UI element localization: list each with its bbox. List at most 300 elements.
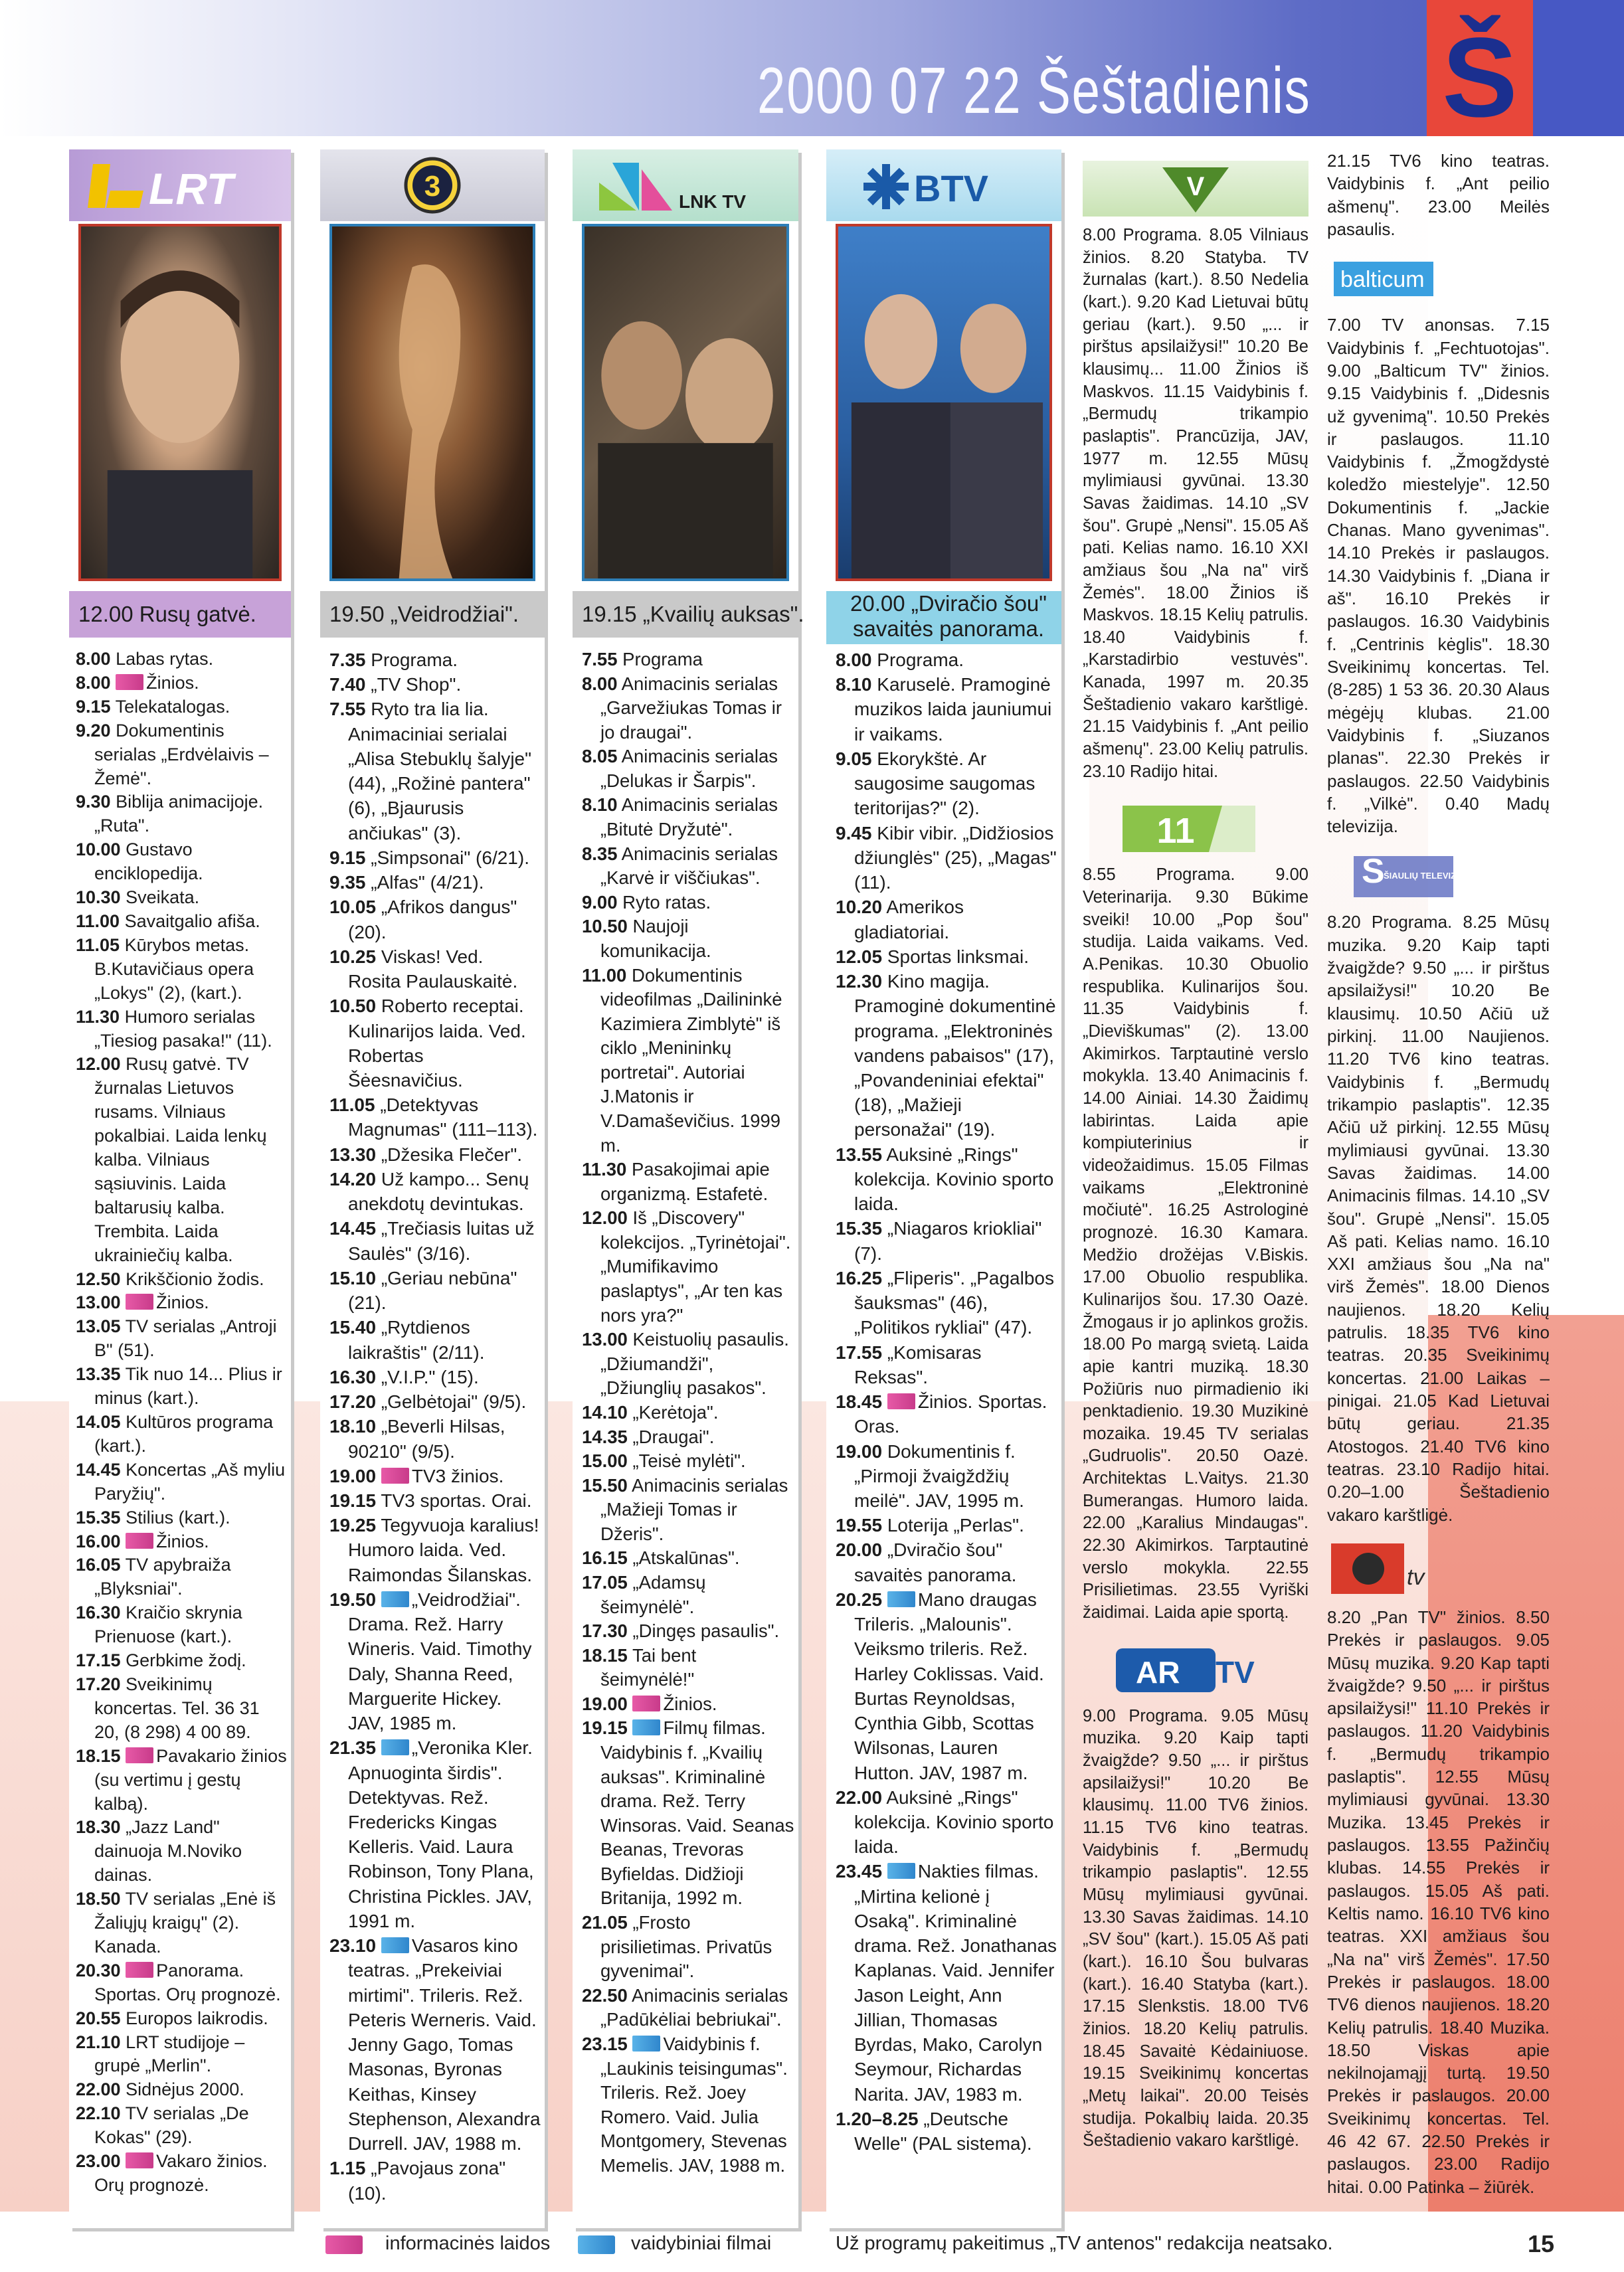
program-time: 19.00 <box>582 1693 628 1714</box>
program-entry <box>836 1142 1057 1217</box>
program-time: 23.15 <box>582 2033 628 2054</box>
program-title: Koncertas „Aš myliu Paryžių". <box>94 1459 286 1504</box>
program-entry <box>329 1266 541 1315</box>
program-entry <box>582 891 794 915</box>
program-title: „Gelbėtojai" (9/5). <box>381 1391 527 1413</box>
program-time: 18.30 <box>76 1817 121 1838</box>
program-entry <box>329 1587 541 1735</box>
news-tag-icon <box>632 1696 660 1711</box>
program-title: „Simpsonai" (6/21). <box>371 847 529 868</box>
program-title: „Jazz Land" dainuoja M.Noviko dainas. <box>94 1817 242 1885</box>
program-time: 20.25 <box>836 1589 883 1610</box>
program-time: 23.10 <box>329 1935 377 1957</box>
program-entry <box>329 1414 541 1463</box>
program-title: Vaidybinis f. „Laukinis teisingumas". Trileris. Rež. Joey Romero. Vaid. Julia Montgomery, Stevenas Memelis. JAV, 1988 m. <box>600 2033 788 2176</box>
program-title: TV3 sportas. Orai. <box>381 1490 532 1511</box>
program-entry <box>76 2031 288 2079</box>
program-title: TV serialas „Antroji B" (51). <box>94 1316 277 1361</box>
channel-logo-tv3 <box>320 149 545 221</box>
channel-logo-lnk <box>573 149 798 221</box>
program-time: 12.50 <box>76 1268 121 1289</box>
program-title: Europos laikrodis. <box>126 2008 268 2028</box>
program-time: 19.25 <box>329 1515 377 1536</box>
program-time: 22.00 <box>76 2079 121 2100</box>
channel-column-lnk <box>573 149 804 2228</box>
program-time: 14.45 <box>76 1459 121 1480</box>
program-entry <box>76 1887 288 1959</box>
channel-photo <box>329 224 535 581</box>
program-time: 14.45 <box>329 1218 377 1239</box>
tv3-logo-icon <box>320 149 545 221</box>
program-entry <box>329 1488 541 1513</box>
program-entry <box>582 744 794 793</box>
program-title: Nakties filmas. „Mirtina kelionė į Osaką". Kriminalinė drama. Rež. Jonathanas Kaplanas. Vaid. Jennifer Jason Leight, Ann Jillian, Thomasas Byrdas, Mako, Carolyn Seymour, Richardas Narita. JAV, 1983 m. <box>854 1861 1057 2105</box>
balticum-logo-icon <box>1327 252 1550 306</box>
program-title: Naujoji komunikacija. <box>600 916 711 961</box>
program-time: 1.15 <box>329 2158 366 2179</box>
svg-text:3: 3 <box>424 170 441 203</box>
artv-logo-icon <box>1083 1642 1308 1698</box>
program-entry <box>582 1644 794 1692</box>
highlight-program: 19.15 „Kvailių auksas". <box>573 591 798 638</box>
program-time: 11.00 <box>582 964 627 986</box>
program-entry <box>582 842 794 891</box>
program-time: 20.55 <box>76 2008 121 2028</box>
program-title: Animacinis serialas „Delukas ir Šarpis". <box>600 746 778 791</box>
program-entry <box>582 1546 794 1571</box>
program-time: 9.00 <box>582 891 618 913</box>
program-time: 9.45 <box>836 822 872 843</box>
lrt-logo-icon <box>69 149 291 221</box>
program-title: Dokumentinis serialas „Erdvėlaivis – Žemė". <box>94 720 269 788</box>
program-entry <box>329 1315 541 1364</box>
program-entry <box>76 2150 288 2198</box>
program-time: 9.30 <box>76 792 111 812</box>
program-entry <box>76 1673 288 1745</box>
siauliu-tv-schedule: 8.20 Programa. 8.25 Mūsų muzika. 9.20 Kaip tapti žvaigžde? 9.50 „... ir pirštus apsilaižysi!" 10.20 Be klausimų. 10.50 Ačiū už pirkinį. 11.00 Naujienos. 11.20 TV6 kino teatras. Vaidybinis f. „Bermudų trikampio paslaptis". 12.35 Ačiū už pirkinį. 12.55 Mūsų mylimiausi gyvūnai. 13.30 Savas žaidimas. 14.00 Animacinis filmas. 14.10 „SV šou". Grupė „Nensi". 15.05 Aš pati. Kelias namo. 16.10 XXI amžiaus šou „Na na" virš Žemės". 18.00 Dienos naujienos. 18.20 Kelių patrulis. 18.35 TV6 kino teatras. 20.35 Sveikinimų koncertas. 21.00 Laikas – pinigai. 21.05 Kad Lietuvai būtų geriau. 21.35 Atostogos. 21.40 TV6 kino teatras. 23.10 Radijo hitai. 0.20–1.00 Šeštadienio vakaro karštligė. <box>1327 912 1550 1525</box>
program-entry <box>582 1716 794 1911</box>
program-entry <box>76 2102 288 2150</box>
program-entry <box>76 934 288 1005</box>
svg-text:AR: AR <box>1136 1654 1180 1690</box>
program-time: 19.15 <box>582 1717 628 1739</box>
program-time: 17.30 <box>582 1620 628 1642</box>
program-entry <box>582 648 794 672</box>
program-title: Programa <box>622 649 703 669</box>
svg-text:11: 11 <box>1156 811 1195 851</box>
program-entry <box>76 1553 288 1601</box>
program-time: 8.10 <box>836 674 872 695</box>
program-time: 15.00 <box>582 1450 628 1472</box>
program-time: 7.55 <box>582 649 618 669</box>
lnk-logo-icon <box>573 149 798 221</box>
program-entry <box>582 672 794 745</box>
footer <box>0 2218 1624 2272</box>
program-time: 11.05 <box>76 934 120 955</box>
program-entry <box>836 1439 1057 1514</box>
program-entry <box>836 944 1057 969</box>
day-tab: Š <box>1427 0 1533 136</box>
svg-text:LNK TV: LNK TV <box>679 191 747 212</box>
program-list-lnk <box>582 648 794 2178</box>
program-title: Roberto receptai. Kulinarijos laida. Ved. Robertas Šėesnavičius. <box>348 996 526 1091</box>
program-entry <box>329 870 541 895</box>
program-time: 16.30 <box>329 1366 377 1387</box>
program-time: 13.35 <box>76 1364 121 1385</box>
balticum-schedule: 7.00 TV anonsas. 7.15 Vaidybinis f. „Fechtuotojas". 9.00 „Balticum TV" žinios. 9.15 Vaidybinis f. „Didesnis už gyvenimą". 10.50 Prekės ir paslaugos. 11.10 Vaidybinis f. „Žmogždystė koledžo miestelyje". 12.50 Dokumentinis f. „Jackie Chanas. Mano gyvenimas". 14.10 Prekės ir paslaugos. 14.30 Vaidybinis f. „Diana ir aš". 16.10 Prekės ir paslaugos. 16.30 Vaidybinis f. „Centrinis kėglis". 18.30 Sveikinimų koncertas. Tel. (8-285) 1 53 36. 20.30 Alaus mėgėjų klubas. 21.00 Vaidybinis f. „Siuzanos planas". 22.30 Prekės ir paslaugos. 22.50 Vaidybinis f. „Vilkė". 0.40 Madų televizija. <box>1327 315 1550 837</box>
highlight-program: 12.00 Rusų gatvė. <box>69 591 291 638</box>
news-tag-icon <box>887 1393 915 1409</box>
program-time: 22.10 <box>76 2103 121 2124</box>
program-entry <box>76 790 288 838</box>
program-time: 11.00 <box>76 911 120 931</box>
program-time: 12.30 <box>836 971 883 992</box>
program-title: Žinios. Sportas. Oras. <box>854 1391 1047 1437</box>
program-title: „TV Shop". <box>371 674 462 695</box>
program-title: „Deutsche Welle" (PAL sistema). <box>854 2108 1032 2154</box>
highlight-program: 20.00 „Dviračio šou" savaitės panorama. <box>826 591 1061 644</box>
svg-text:S: S <box>1362 852 1385 891</box>
balticum-logo <box>1327 252 1550 306</box>
svg-text:LRT: LRT <box>149 164 234 213</box>
program-entry <box>76 1506 288 1530</box>
program-entry <box>329 648 541 672</box>
artv-schedule: 9.00 Programa. 9.05 Mūsų muzika. 9.20 Kaip tapti žvaigžde? 9.50 „... ir pirštus apsilaižysi!" 10.20 Be klausimų. 11.00 TV6 žinios. 11.15 TV6 kino teatras. Vaidybinis f. „Bermudų trikampio paslaptis". 12.55 Mūsų mylimiausi gyvūnai. 13.30 Savas žaidimas. 14.10 „SV šou" (kart.). 15.05 Aš pati (kart.). 16.10 Šou bulvaras (kart.). 16.40 Statyba (kart.). 17.15 Slenkstis. 18.00 TV6 žinios. 18.20 Kelių patrulis. 18.45 Savaitė Kėdainiuose. 19.15 Sveikinimų koncertas „Metų laikai". 20.00 Teisės studija. Pokalbių laida. 20.35 Šeštadienio vakaro karštligė. <box>1083 1706 1308 2150</box>
program-entry <box>329 672 541 697</box>
program-time: 19.15 <box>329 1490 377 1511</box>
program-title: „V.I.P." (15). <box>381 1366 479 1387</box>
program-title: Ekorykštė. Ar saugosime saugomas teritorijas?" (2). <box>854 748 1036 819</box>
program-entry <box>582 1158 794 1206</box>
program-entry <box>76 1745 288 1816</box>
tv6-continuation: 21.15 TV6 kino teatras. Vaidybinis f. „Ant peilio ašmenų". 23.00 Meilės pasaulis. <box>1327 151 1550 239</box>
program-title: LRT studijoje – grupė „Merlin". <box>94 2032 245 2076</box>
news-tag-icon <box>126 1294 153 1310</box>
program-entry <box>329 1513 541 1587</box>
tv11-schedule: 8.55 Programa. 9.00 Veterinarija. 9.30 Būkime sveiki! 10.00 „Pop šou" studija. Laida vaikams. Ved. A.Penikas. 10.30 Obuolio respublika. Kulinarijos šou. 11.35 Vaidybinis f. „Dieviškumas" (2). 13.00 Akimirkos. Tarptautinė verslo mokykla. 13.40 Animacinis f. 14.00 Ainiai. 14.30 Žaidimų labirintas. Laida apie kompiuterinius ir videožaidimus. 15.05 Filmas vaikams „Elektroninė močiutė". 16.25 Astrologinė prognozė. 16.30 Kamara. Medžio drožėjas V.Biskis. 17.00 Obuolio respublika. Kulinarijos šou. 17.30 Oazė. Žmogaus ir jo aplinkos grožis. 18.00 Po margą svietą. Laida apie kantri muziką. 18.30 Požiūris nuo pirmadienio iki penktadienio. 19.30 Muzikinė mozaika. 19.45 TV serialas „Gudruolis". 20.50 Oazė. Architektas L.Vaitys. 21.30 Bumerangas. Humoro laida. 22.00 „Karalius Mindaugas". 22.30 Akimirkos. Tarptautinė verslo mokykla. 22.55 Prisilietimas. 23.55 Vyriški žaidimai. Laida apie sportą. <box>1083 865 1308 1622</box>
program-title: TV serialas „Enė iš Žaliųjų kraigų" (2). Kanada. <box>94 1889 276 1957</box>
program-entry <box>329 1933 541 2156</box>
program-title: „Fliperis". „Pagalbos šauksmas" (46), „Politikos rykliai" (47). <box>854 1267 1054 1338</box>
news-tag-icon <box>126 1533 153 1549</box>
svg-text:tv: tv <box>1407 1564 1425 1590</box>
channel-column-tv3 <box>320 149 545 2228</box>
news-tag-icon <box>126 2152 153 2168</box>
program-entry <box>582 1425 794 1450</box>
program-title: Auksinė „Rings" kolekcija. Kovinio sporto laida. <box>854 1787 1054 1858</box>
program-entry <box>76 1291 288 1315</box>
program-title: Telekatalogas. <box>115 696 230 717</box>
day-tab-edge <box>1533 0 1624 136</box>
program-time: 14.10 <box>582 1401 628 1423</box>
program-title: Keistuolių pasaulis. „Džiumandži", „Džiunglių pasakos". <box>600 1329 789 1399</box>
program-time: 9.15 <box>329 847 366 868</box>
program-title: Panorama. Sportas. Orų prognozė. <box>94 1960 281 2004</box>
program-entry <box>836 2107 1057 2156</box>
program-time: 8.00 <box>582 673 618 694</box>
program-title: „Alfas" (4/21). <box>371 872 484 893</box>
program-title: Biblija animacijoje. „Ruta". <box>94 792 264 836</box>
program-time: 9.05 <box>836 748 872 769</box>
program-title: TV apybraiža „Blyksniai". <box>94 1555 231 1599</box>
film-tag-icon <box>632 1719 660 1735</box>
channel-column-btv <box>826 149 1061 2228</box>
program-time: 17.20 <box>329 1391 377 1413</box>
program-entry <box>836 672 1057 746</box>
program-entry <box>582 1571 794 1619</box>
program-time: 8.10 <box>582 794 618 816</box>
program-time: 19.50 <box>329 1589 377 1610</box>
program-title: Kraičio skrynia Prienuose (kart.). <box>94 1603 242 1647</box>
channel-logo-lrt <box>69 149 291 221</box>
channel-column-lrt <box>69 149 291 2228</box>
program-title: Stilius (kart.). <box>126 1507 230 1528</box>
program-entry <box>76 1649 288 1673</box>
artv-logo <box>1083 1642 1308 1698</box>
footer-note: Už programų pakeitimus „TV antenos" redakcija neatsako. <box>836 2233 1333 2254</box>
program-entry <box>329 845 541 870</box>
program-time: 21.10 <box>76 2032 121 2052</box>
program-entry <box>582 2032 794 2178</box>
tv-vilnius-schedule: 8.00 Programa. 8.05 Vilniaus žinios. 8.20 Statyba. TV žurnalas (kart.). 8.50 Nedelia (kart.). 9.20 Kad Lietuvai būtų geriau (kart.). 9.50 „... ir pirštus apsilaižysi!" 10.20 Be klausimų... 11.00 Žinios iš Maskvos. 11.15 Vaidybinis f. „Bermudų trikampio paslaptis". Prancūzija, JAV, 1977 m. 12.55 Mūsų mylimiausi gyvūnai. 13.30 Savas žaidimas. 14.10 „SV šou". Grupė „Nensi". 15.05 Aš pati. Kelias namo. 16.10 XXI amžiaus šou „Na na" virš Žemės". 18.00 Žinios iš Maskvos. 18.15 Kelių patrulis. 18.40 Vaidybinis f. „Karstadirbio vestuvės". Kanada, 1997 m. 20.35 Šeštadienio vakaro karštligė. 21.15 Vaidybinis f. „Ant peilio ašmenų". 23.00 Kelių patrulis. 23.10 Radijo hitai. <box>1083 226 1308 781</box>
program-list-lrt <box>76 648 288 2198</box>
program-entry <box>76 910 288 934</box>
program-entry <box>329 1216 541 1265</box>
program-title: Gustavo enciklopedija. <box>94 839 203 884</box>
program-time: 19.00 <box>836 1441 883 1462</box>
program-entry <box>582 1328 794 1401</box>
program-time: 17.15 <box>76 1650 121 1671</box>
program-time: 17.20 <box>76 1674 121 1694</box>
program-time: 10.00 <box>76 839 121 860</box>
news-legend-icon <box>325 2235 363 2254</box>
program-title: „Geriau nebūna" (21). <box>348 1267 517 1314</box>
program-title: Dokumentinis f. „Pirmoji žvaigždžių meilė". JAV, 1995 m. <box>854 1441 1024 1511</box>
program-title: Kūrybos metas. B.Kutavičiaus opera „Lokys" (2), (kart.). <box>94 934 254 1003</box>
program-entry <box>836 1266 1057 1340</box>
program-title: „Rytdienos laikraštis" (2/11). <box>348 1317 485 1363</box>
program-title: „Adamsų šeimynėlė". <box>600 1571 706 1617</box>
film-tag-icon <box>381 1591 409 1607</box>
program-entry <box>836 1513 1057 1537</box>
program-title: Viskas! Ved. Rosita Paulauskaitė. <box>348 946 518 992</box>
highlight-program: 19.50 „Veidrodžiai". <box>320 591 545 638</box>
program-time: 8.00 <box>836 650 872 670</box>
tv-vilnius-logo <box>1083 161 1308 217</box>
program-time: 13.55 <box>836 1144 883 1165</box>
program-title: Žinios. <box>146 672 199 693</box>
program-title: Ryto tra lia lia. Animaciniai serialai „Alisa Stebuklų šalyje" (44), „Rožinė pantera" (6), „Bjaurusis ančiukas" (3). <box>348 699 532 843</box>
tv-vilnius-logo-icon <box>1083 161 1308 217</box>
program-title: Krikščionio žodis. <box>126 1268 264 1289</box>
program-list-btv <box>836 648 1057 2156</box>
program-entry <box>76 1530 288 1554</box>
program-time: 18.15 <box>76 1745 121 1766</box>
program-entry <box>329 1389 541 1414</box>
program-title: Ryto ratas. <box>622 891 711 913</box>
program-list-tv3 <box>329 648 541 2206</box>
program-entry <box>836 1587 1057 1785</box>
program-title: Animacinis serialas „Bitutė Dryžutė". <box>600 794 778 840</box>
program-title: Loterija „Perlas". <box>887 1515 1024 1536</box>
program-entry <box>329 1735 541 1933</box>
program-title: TV3 žinios. <box>411 1465 504 1486</box>
program-title: Pasakojimai apie organizmą. Estafetė. <box>600 1159 770 1204</box>
siauliu-tv-logo-icon <box>1327 849 1550 903</box>
program-entry <box>76 886 288 910</box>
program-entry <box>836 821 1057 895</box>
program-title: „Džesika Flečer". <box>381 1144 523 1165</box>
program-time: 22.50 <box>582 1984 628 2006</box>
news-tag-icon <box>381 1468 409 1484</box>
program-title: Iš „Discovery" kolekcijos. „Tyrinėtojai". „Mumifikavimo paslaptys", „Ar ten kas nors yra?" <box>600 1207 791 1326</box>
program-time: 18.15 <box>582 1644 628 1666</box>
program-title: Žinios. <box>156 1531 209 1551</box>
program-time: 20.30 <box>76 1960 121 1980</box>
program-title: Kultūros programa (kart.). <box>94 1412 274 1456</box>
program-time: 15.35 <box>76 1507 121 1528</box>
program-title: „Veronika Kler. Apnuoginta širdis". Detektyvas. Rež. Fredericks Kingas Kelleris. Vaid. Laura Robinson, Tony Plana, Christina Pickles. JAV, 1991 m. <box>348 1737 534 1931</box>
program-time: 8.00 <box>76 649 111 669</box>
program-time: 15.35 <box>836 1218 883 1239</box>
program-entry <box>329 1365 541 1389</box>
program-title: „Dviračio šou" savaitės panorama. <box>854 1539 1017 1585</box>
program-entry <box>76 1268 288 1292</box>
program-title: Mano draugas Trileris. „Malounis". Veiksmo trileris. Rež. Harley Coklissas. Vaid. Burtas Reynoldsas, Cynthia Gibb, Scottas Wilsonas, Lauren Hutton. JAV, 1987 m. <box>854 1589 1044 1783</box>
program-entry <box>76 1601 288 1649</box>
program-title: „Pavojaus zona" (10). <box>348 2158 506 2204</box>
program-entry <box>582 964 794 1158</box>
channel-logo-btv <box>826 149 1061 221</box>
program-time: 14.35 <box>582 1426 628 1447</box>
program-entry <box>836 969 1057 1142</box>
program-time: 10.05 <box>329 897 377 918</box>
program-title: Filmų filmas. Vaidybinis f. „Kvailių auksas". Kriminalinė drama. Rež. Terry Winsoras. Vaid. Seanas Beanas, Trevoras Byfieldas. Didžioji Britanija, 1992 m. <box>600 1717 794 1909</box>
program-title: Tegyvuoja karalius! Humoro laida. Ved. Raimondas Šilanskas. <box>348 1515 539 1585</box>
program-title: Tik nuo 14... Plius ir minus (kart.). <box>94 1364 282 1409</box>
program-time: 17.55 <box>836 1342 883 1363</box>
program-time: 1.20–8.25 <box>836 2108 919 2129</box>
pan-tv-logo <box>1327 1538 1550 1598</box>
pan-tv-logo-icon <box>1327 1538 1550 1598</box>
program-entry <box>582 1206 794 1328</box>
program-entry <box>582 1619 794 1644</box>
program-entry <box>836 746 1057 821</box>
program-title: „Detektyvas Magnumas" (111–113). <box>348 1094 538 1140</box>
program-time: 16.00 <box>76 1531 121 1551</box>
program-time: 15.40 <box>329 1317 377 1338</box>
program-title: Animacinis serialas „Garvežiukas Tomas ir jo draugai". <box>600 673 782 743</box>
program-title: Žinios. <box>663 1693 717 1714</box>
program-time: 18.45 <box>836 1391 883 1413</box>
program-time: 8.05 <box>582 746 618 767</box>
program-time: 13.05 <box>76 1316 121 1337</box>
channel-photo <box>582 224 789 581</box>
program-entry <box>76 648 288 671</box>
legend-film-label: vaidybiniai filmai <box>631 2233 772 2254</box>
program-time: 22.00 <box>836 1787 883 1808</box>
program-entry <box>76 1458 288 1506</box>
movie-still-image <box>585 226 786 578</box>
program-time: 11.30 <box>582 1159 627 1180</box>
program-entry <box>76 2078 288 2102</box>
program-time: 7.55 <box>329 699 366 720</box>
program-time: 12.00 <box>582 1207 628 1229</box>
channel-photo <box>78 224 282 581</box>
program-entry <box>582 1449 794 1474</box>
program-time: 21.35 <box>329 1737 377 1759</box>
program-title: Animacinis serialas „Padūkėliai bebriukai". <box>600 1984 788 2030</box>
program-entry <box>76 671 288 695</box>
program-entry <box>836 1859 1057 2106</box>
program-time: 16.15 <box>582 1547 628 1569</box>
program-title: Labas rytas. <box>116 649 214 669</box>
film-tag-icon <box>381 1739 409 1755</box>
program-entry <box>76 1053 288 1267</box>
program-title: „Komisaras Reksas". <box>854 1342 982 1387</box>
program-title: „Trečiasis luitas už Saulės" (3/16). <box>348 1218 535 1264</box>
program-entry <box>76 695 288 719</box>
program-entry <box>329 1167 541 1216</box>
program-entry <box>76 719 288 791</box>
svg-text:V: V <box>1186 172 1205 201</box>
program-entry <box>329 944 541 994</box>
program-entry <box>836 1537 1057 1587</box>
program-entry <box>836 1216 1057 1265</box>
film-tag-icon <box>632 2036 660 2052</box>
program-time: 9.15 <box>76 696 111 717</box>
program-entry <box>582 915 794 963</box>
program-entry <box>836 1340 1057 1389</box>
tv11-logo-icon <box>1083 800 1308 856</box>
program-time: 21.05 <box>582 1912 628 1933</box>
program-title: Auksinė „Rings" kolekcija. Kovinio sporto laida. <box>854 1144 1054 1215</box>
program-title: Sveikinimų koncertas. Tel. 36 31 20, (8 298) 4 00 89. <box>94 1674 260 1742</box>
program-time: 12.05 <box>836 946 883 967</box>
news-tag-icon <box>116 674 143 690</box>
dancer-image <box>332 226 533 578</box>
svg-text:ŠIAULIŲ TELEVIZIJA: ŠIAULIŲ TELEVIZIJA <box>1384 871 1470 881</box>
program-title: Savaitgalio afiša. <box>124 911 260 931</box>
program-time: 10.25 <box>329 946 377 967</box>
program-title: Už kampo... Senų anekdotų devintukas. <box>348 1168 529 1215</box>
program-time: 9.20 <box>76 720 111 741</box>
program-title: Kino magija. Pramoginė dokumentinė programa. „Elektroninės vandens pabaisos" (17), „Povandeniniai efektai" (18), „Mažieji personažai" (19). <box>854 971 1056 1140</box>
program-entry <box>582 1984 794 2032</box>
program-time: 16.05 <box>76 1555 121 1575</box>
program-title: Vakaro žinios. Orų prognozė. <box>94 2151 268 2195</box>
program-title: Karuselė. Pramoginė muzikos laida jauniumui ir vaikams. <box>854 674 1052 744</box>
program-time: 8.00 <box>76 672 111 693</box>
program-time: 11.30 <box>76 1006 120 1027</box>
portrait-image <box>81 226 279 578</box>
program-time: 10.20 <box>836 897 883 918</box>
news-tag-icon <box>126 1962 153 1978</box>
program-time: 19.55 <box>836 1515 883 1536</box>
program-title: Amerikos gladiatoriai. <box>854 897 964 942</box>
program-time: 12.00 <box>76 1054 121 1075</box>
program-time: 18.50 <box>76 1889 121 1909</box>
program-title: Sportas linksmai. <box>887 946 1030 967</box>
program-time: 13.00 <box>582 1329 628 1350</box>
program-time: 17.05 <box>582 1571 628 1593</box>
program-title: Sidnėjus 2000. <box>126 2079 244 2100</box>
program-title: „Afrikos dangus" (20). <box>348 897 517 942</box>
program-title: „Niagaros kriokliai" (7). <box>854 1218 1042 1264</box>
program-time: 13.00 <box>76 1292 121 1313</box>
program-entry <box>582 1911 794 1984</box>
program-title: Žinios. <box>156 1292 209 1313</box>
